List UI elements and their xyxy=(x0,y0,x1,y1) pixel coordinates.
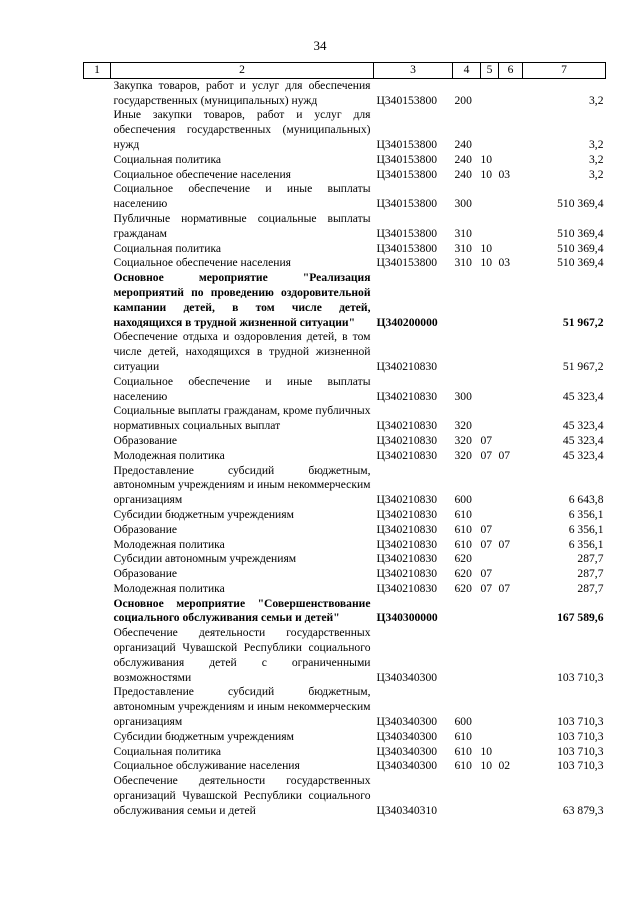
table-row xyxy=(84,212,606,242)
table-row xyxy=(84,271,606,330)
row-amount: 51 967,2 xyxy=(562,359,604,373)
table-row xyxy=(84,375,606,405)
row-spacer-cell xyxy=(84,759,111,774)
row-name: Предоставление субсидий бюджетным, автономным учреждениям и иным некоммерческим организациям xyxy=(113,463,371,507)
table-row xyxy=(84,182,606,212)
row-amount: 6 643,8 xyxy=(568,493,604,507)
row-expense-type: 320 xyxy=(454,419,472,433)
row-subsection xyxy=(499,153,523,168)
row-spacer-cell xyxy=(84,212,111,242)
row-expense-type: 600 xyxy=(454,493,472,507)
row-name: Образование xyxy=(113,567,178,581)
row-amount: 510 369,4 xyxy=(557,241,604,255)
row-name: Образование xyxy=(113,433,178,447)
row-amount: 45 323,4 xyxy=(562,433,604,447)
column-header-6: 6 xyxy=(499,63,523,79)
row-section xyxy=(481,774,499,818)
row-expense-type: 240 xyxy=(454,137,472,151)
row-expense-type: 240 xyxy=(454,152,472,166)
row-target-code: Ц340153800 xyxy=(376,197,438,211)
row-spacer-cell xyxy=(84,730,111,745)
row-amount: 103 710,3 xyxy=(557,729,604,743)
table-row xyxy=(84,508,606,523)
table-row xyxy=(84,449,606,464)
row-name: Основное мероприятие "Реализация мероприятий по проведению оздоровительной кампании детей, в том числе детей, находящихся в трудной жизненной ситуации" xyxy=(113,271,371,329)
row-name: Закупка товаров, работ и услуг для обеспечения государственных (муниципальных) нужд xyxy=(113,78,371,107)
row-section xyxy=(481,730,499,745)
row-expense-type: 310 xyxy=(454,241,472,255)
row-amount: 45 323,4 xyxy=(562,419,604,433)
row-amount: 510 369,4 xyxy=(557,226,604,240)
row-name: Социальная политика xyxy=(113,744,222,758)
row-subsection xyxy=(499,434,523,449)
row-name: Социальная политика xyxy=(113,241,222,255)
row-amount: 3,2 xyxy=(589,137,604,151)
column-header-2: 2 xyxy=(111,63,374,79)
row-expense-type xyxy=(453,626,481,685)
row-target-code: Ц340210830 xyxy=(376,507,438,521)
row-amount: 167 589,6 xyxy=(557,611,604,625)
row-name: Субсидии бюджетным учреждениям xyxy=(113,507,294,521)
row-section xyxy=(481,108,499,152)
row-target-code: Ц340210830 xyxy=(376,581,438,595)
row-subsection xyxy=(499,774,523,818)
row-name: Социальная политика xyxy=(113,152,222,166)
row-expense-type xyxy=(453,330,481,374)
row-expense-type: 610 xyxy=(454,507,472,521)
row-name: Обеспечение деятельности государственных организаций Чувашской Республики социального обслуживания семьи и детей xyxy=(113,774,371,817)
row-expense-type: 300 xyxy=(454,389,472,403)
row-subsection: 03 xyxy=(498,256,511,270)
table-row xyxy=(84,597,606,627)
row-section: 07 xyxy=(480,433,493,447)
row-section xyxy=(481,182,499,212)
row-section xyxy=(481,685,499,729)
row-target-code: Ц340340300 xyxy=(376,670,438,684)
row-spacer-cell xyxy=(84,153,111,168)
row-target-code: Ц340210830 xyxy=(376,552,438,566)
row-expense-type: 320 xyxy=(454,433,472,447)
table-row xyxy=(84,168,606,183)
row-expense-type: 310 xyxy=(454,226,472,240)
row-subsection xyxy=(499,330,523,374)
row-subsection xyxy=(499,730,523,745)
row-spacer-cell xyxy=(84,168,111,183)
row-target-code: Ц340340300 xyxy=(376,759,438,773)
row-section xyxy=(481,626,499,685)
row-expense-type: 600 xyxy=(454,715,472,729)
row-amount: 3,2 xyxy=(589,93,604,107)
row-name: Социальное обеспечение и иные выплаты населению xyxy=(113,182,371,211)
row-subsection xyxy=(499,108,523,152)
row-amount: 103 710,3 xyxy=(557,744,604,758)
row-target-code: Ц340300000 xyxy=(376,611,438,625)
row-expense-type: 610 xyxy=(454,537,472,551)
row-amount: 103 710,3 xyxy=(557,670,604,684)
row-name: Иные закупки товаров, работ и услуг для обеспечения государственных (муниципальных) нужд xyxy=(113,108,371,151)
row-expense-type: 240 xyxy=(454,167,472,181)
row-amount: 6 356,1 xyxy=(568,507,604,521)
row-section: 10 xyxy=(480,256,493,270)
row-amount: 510 369,4 xyxy=(557,197,604,211)
row-expense-type: 610 xyxy=(454,759,472,773)
row-section: 07 xyxy=(480,567,493,581)
table-row xyxy=(84,759,606,774)
row-subsection xyxy=(499,404,523,434)
row-section xyxy=(481,552,499,567)
row-amount: 45 323,4 xyxy=(562,389,604,403)
row-target-code: Ц340153800 xyxy=(376,226,438,240)
row-spacer-cell xyxy=(84,745,111,760)
row-spacer-cell xyxy=(84,597,111,627)
table-row xyxy=(84,538,606,553)
row-subsection xyxy=(499,212,523,242)
row-subsection xyxy=(499,78,523,108)
row-amount: 6 356,1 xyxy=(568,537,604,551)
row-expense-type: 200 xyxy=(454,93,472,107)
row-target-code: Ц340210830 xyxy=(376,389,438,403)
row-target-code: Ц340210830 xyxy=(376,537,438,551)
row-name: Публичные нормативные социальные выплаты гражданам xyxy=(113,211,371,240)
row-subsection: 07 xyxy=(498,537,511,551)
row-section xyxy=(481,404,499,434)
column-header-1: 1 xyxy=(84,63,111,79)
row-name: Обеспечение деятельности государственных организаций Чувашской Республики социального обслуживания детей с ограниченными возможностями xyxy=(113,626,371,684)
row-target-code: Ц340340300 xyxy=(376,729,438,743)
row-section: 07 xyxy=(480,537,493,551)
row-target-code: Ц340210830 xyxy=(376,493,438,507)
row-section: 07 xyxy=(480,522,493,536)
row-expense-type: 310 xyxy=(454,256,472,270)
table-row xyxy=(84,582,606,597)
row-amount: 63 879,3 xyxy=(562,803,604,817)
row-expense-type: 300 xyxy=(454,197,472,211)
row-subsection xyxy=(499,464,523,508)
row-section xyxy=(481,271,499,330)
row-amount: 287,7 xyxy=(577,567,604,581)
row-spacer-cell xyxy=(84,375,111,405)
row-section xyxy=(481,597,499,627)
column-header-3: 3 xyxy=(374,63,453,79)
column-header-5: 5 xyxy=(481,63,499,79)
row-expense-type: 610 xyxy=(454,744,472,758)
table-row xyxy=(84,523,606,538)
row-section: 10 xyxy=(480,152,493,166)
row-target-code: Ц340153800 xyxy=(376,93,438,107)
row-amount: 103 710,3 xyxy=(557,759,604,773)
row-spacer-cell xyxy=(84,464,111,508)
table-row xyxy=(84,330,606,374)
row-target-code: Ц340340300 xyxy=(376,744,438,758)
row-amount: 287,7 xyxy=(577,581,604,595)
row-spacer-cell xyxy=(84,404,111,434)
row-name: Социальные выплаты гражданам, кроме публичных нормативных социальных выплат xyxy=(113,404,371,433)
row-name: Социальное обеспечение населения xyxy=(113,167,292,181)
row-section xyxy=(481,78,499,108)
row-name: Молодежная политика xyxy=(113,581,225,595)
row-spacer-cell xyxy=(84,685,111,729)
row-expense-type: 620 xyxy=(454,567,472,581)
row-section: 07 xyxy=(480,581,493,595)
row-subsection xyxy=(499,567,523,582)
row-subsection xyxy=(499,745,523,760)
row-section xyxy=(481,464,499,508)
row-spacer-cell xyxy=(84,78,111,108)
row-subsection: 07 xyxy=(498,448,511,462)
row-subsection xyxy=(499,271,523,330)
row-spacer-cell xyxy=(84,242,111,257)
row-spacer-cell xyxy=(84,256,111,271)
budget-table xyxy=(83,62,606,819)
row-section: 07 xyxy=(480,448,493,462)
row-target-code: Ц340153800 xyxy=(376,137,438,151)
row-name: Социальное обслуживание населения xyxy=(113,759,300,773)
row-name: Субсидии автономным учреждениям xyxy=(113,552,297,566)
row-spacer-cell xyxy=(84,508,111,523)
row-amount: 3,2 xyxy=(589,167,604,181)
row-target-code: Ц340210830 xyxy=(376,522,438,536)
row-subsection: 02 xyxy=(498,759,511,773)
row-spacer-cell xyxy=(84,552,111,567)
row-target-code: Ц340340310 xyxy=(376,803,438,817)
row-subsection xyxy=(499,375,523,405)
table-row xyxy=(84,434,606,449)
row-target-code: Ц340153800 xyxy=(376,167,438,181)
row-name: Молодежная политика xyxy=(113,537,225,551)
row-spacer-cell xyxy=(84,434,111,449)
row-spacer-cell xyxy=(84,330,111,374)
row-expense-type xyxy=(453,774,481,818)
row-spacer-cell xyxy=(84,108,111,152)
row-amount: 103 710,3 xyxy=(557,715,604,729)
row-name: Социальное обеспечение и иные выплаты населению xyxy=(113,374,371,403)
table-row xyxy=(84,685,606,729)
row-spacer-cell xyxy=(84,271,111,330)
table-row xyxy=(84,464,606,508)
row-target-code: Ц340153800 xyxy=(376,256,438,270)
row-target-code: Ц340210830 xyxy=(376,419,438,433)
row-section: 10 xyxy=(480,744,493,758)
row-spacer-cell xyxy=(84,538,111,553)
row-spacer-cell xyxy=(84,523,111,538)
row-expense-type: 320 xyxy=(454,448,472,462)
row-target-code: Ц340210830 xyxy=(376,433,438,447)
row-target-code: Ц340210830 xyxy=(376,567,438,581)
table-row xyxy=(84,404,606,434)
row-spacer-cell xyxy=(84,182,111,212)
row-section xyxy=(481,375,499,405)
row-name: Основное мероприятие "Совершенствование социального обслуживания семьи и детей" xyxy=(113,596,371,625)
row-subsection xyxy=(499,597,523,627)
row-target-code: Ц340210830 xyxy=(376,359,438,373)
row-expense-type xyxy=(453,271,481,330)
row-target-code: Ц340200000 xyxy=(376,315,438,329)
table-row xyxy=(84,567,606,582)
row-subsection xyxy=(499,182,523,212)
table-row xyxy=(84,242,606,257)
row-name: Социальное обеспечение населения xyxy=(113,256,292,270)
row-target-code: Ц340340300 xyxy=(376,715,438,729)
row-section xyxy=(481,330,499,374)
table-row xyxy=(84,774,606,818)
row-section: 10 xyxy=(480,167,493,181)
row-subsection xyxy=(499,552,523,567)
row-subsection: 07 xyxy=(498,581,511,595)
row-section: 10 xyxy=(480,759,493,773)
row-target-code: Ц340210830 xyxy=(376,448,438,462)
row-amount: 287,7 xyxy=(577,552,604,566)
table-row xyxy=(84,626,606,685)
row-section xyxy=(481,508,499,523)
row-name: Образование xyxy=(113,522,178,536)
row-subsection xyxy=(499,685,523,729)
row-spacer-cell xyxy=(84,449,111,464)
table-header-row xyxy=(84,63,606,79)
row-section xyxy=(481,212,499,242)
row-spacer-cell xyxy=(84,582,111,597)
row-spacer-cell xyxy=(84,626,111,685)
table-row xyxy=(84,153,606,168)
column-header-4: 4 xyxy=(453,63,481,79)
table-row xyxy=(84,745,606,760)
row-expense-type: 620 xyxy=(454,552,472,566)
table-row xyxy=(84,256,606,271)
row-expense-type: 610 xyxy=(454,522,472,536)
row-amount: 45 323,4 xyxy=(562,448,604,462)
row-subsection xyxy=(499,242,523,257)
row-amount: 6 356,1 xyxy=(568,522,604,536)
table-body xyxy=(84,78,606,818)
table-row xyxy=(84,730,606,745)
row-section: 10 xyxy=(480,241,493,255)
table-row xyxy=(84,552,606,567)
row-amount: 51 967,2 xyxy=(562,315,604,329)
row-subsection xyxy=(499,508,523,523)
row-subsection xyxy=(499,523,523,538)
row-name: Обеспечение отдыха и оздоровления детей, в том числе детей, находящихся в трудной жизненной ситуации xyxy=(113,330,371,373)
row-amount: 3,2 xyxy=(589,152,604,166)
table-row xyxy=(84,78,606,108)
column-header-7: 7 xyxy=(523,63,606,79)
row-subsection xyxy=(499,626,523,685)
row-spacer-cell xyxy=(84,567,111,582)
row-name: Субсидии бюджетным учреждениям xyxy=(113,729,294,743)
row-amount: 510 369,4 xyxy=(557,256,604,270)
row-expense-type xyxy=(453,597,481,627)
row-subsection: 03 xyxy=(498,167,511,181)
table-row xyxy=(84,108,606,152)
row-target-code: Ц340153800 xyxy=(376,241,438,255)
row-spacer-cell xyxy=(84,774,111,818)
row-expense-type: 620 xyxy=(454,581,472,595)
row-name: Молодежная политика xyxy=(113,448,225,462)
row-target-code: Ц340153800 xyxy=(376,152,438,166)
row-name: Предоставление субсидий бюджетным, автономным учреждениям и иным некоммерческим организациям xyxy=(113,685,371,729)
page-number: 34 xyxy=(313,38,327,53)
row-expense-type: 610 xyxy=(454,729,472,743)
